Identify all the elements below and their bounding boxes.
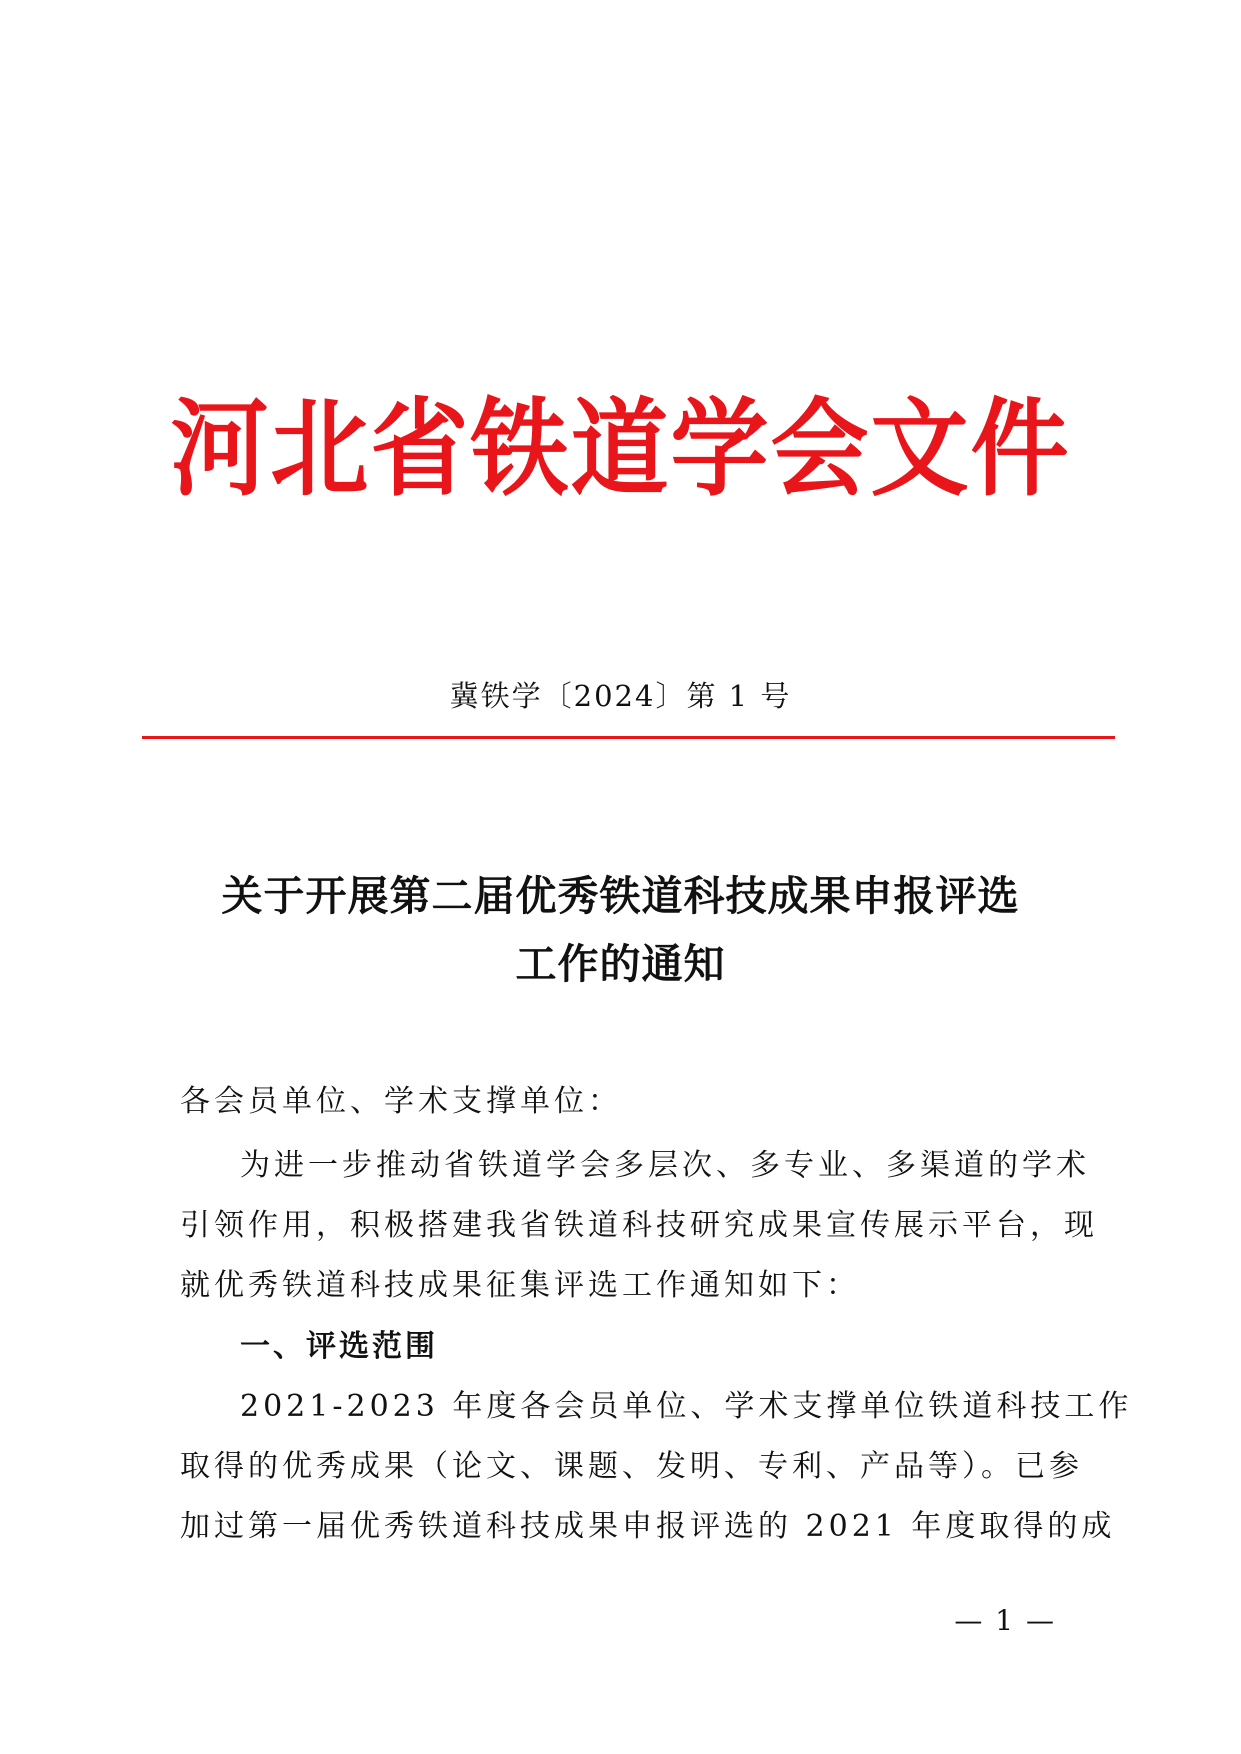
notice-title-line-2: 工作的通知 <box>515 940 726 988</box>
section-1-line-3: 加过第一届优秀铁道科技成果申报评选的 2021 年度取得的成 <box>180 1509 1116 1544</box>
intro-line-3: 就优秀铁道科技成果征集评选工作通知如下： <box>180 1268 860 1303</box>
notice-title <box>160 862 1081 998</box>
intro-line-2: 引领作用，积极搭建我省铁道科技研究成果宣传展示平台，现 <box>180 1208 1098 1243</box>
salutation: 各会员单位、学术支撑单位： <box>180 1084 622 1119</box>
red-separator-rule <box>142 736 1115 739</box>
document-number: 冀铁学〔2024〕第 1 号 <box>449 679 792 713</box>
page-number: — 1 — <box>954 1604 1056 1637</box>
issuer-header-title: 河北省铁道学会文件 <box>170 387 1071 512</box>
section-1-line-2: 取得的优秀成果（论文、课题、发明、专利、产品等）。已参 <box>180 1449 1083 1484</box>
section-1-line-1: 2021-2023 年度各会员单位、学术支撑单位铁道科技工作 <box>240 1389 1133 1424</box>
intro-paragraph <box>180 1136 1098 1316</box>
intro-line-1: 为进一步推动省铁道学会多层次、多专业、多渠道的学术 <box>240 1148 1090 1183</box>
section-1-heading: 一、评选范围 <box>240 1329 438 1364</box>
section-1-paragraph <box>180 1377 1133 1557</box>
notice-title-line-1: 关于开展第二届优秀铁道科技成果申报评选 <box>221 872 1020 920</box>
